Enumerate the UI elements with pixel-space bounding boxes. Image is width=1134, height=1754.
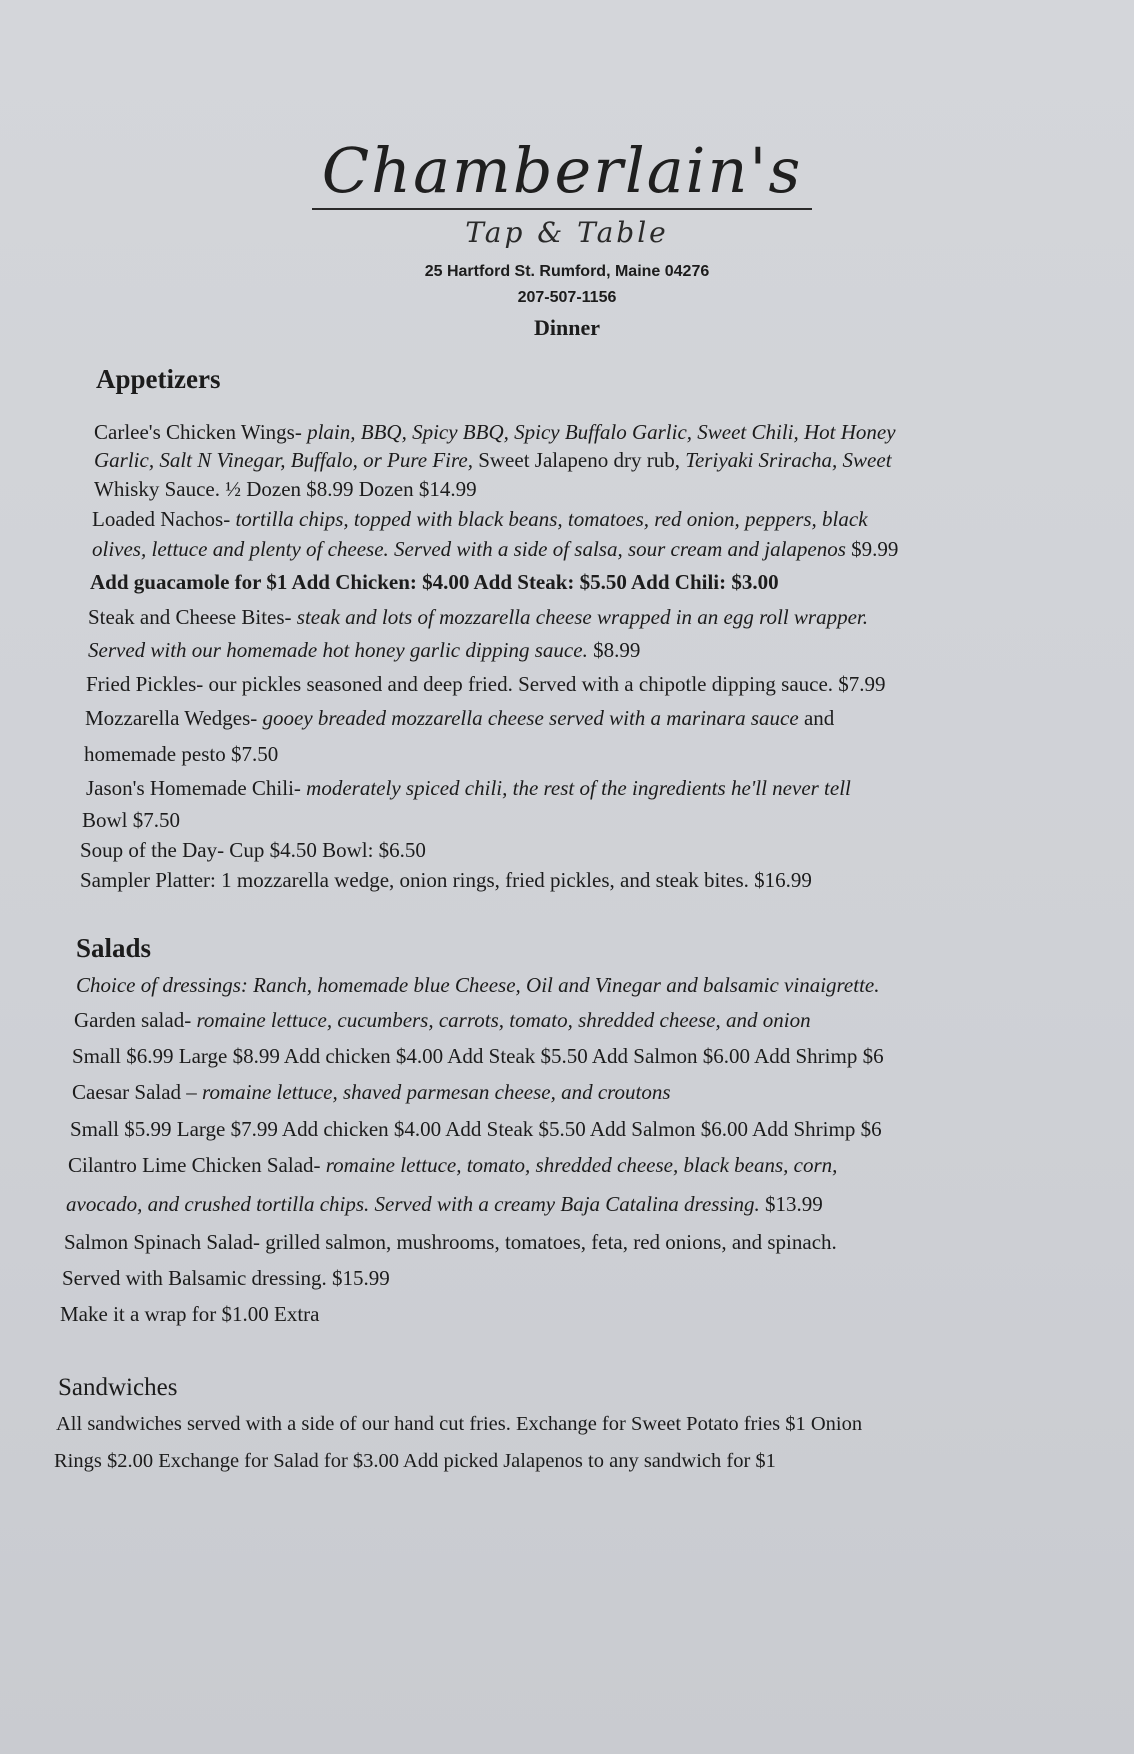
chili-name: Jason's Homemade Chili- (86, 776, 301, 800)
garden-name: Garden salad- (74, 1008, 192, 1032)
cilantro-line-2 (66, 1192, 823, 1216)
nachos-addons: Add guacamole for $1 Add Chicken: $4.00 Add Steak: $5.50 Add Chili: $3.00 (90, 570, 779, 594)
steak-bites-line-1 (88, 605, 868, 629)
menu-header (0, 134, 1134, 341)
wings-desc-1: plain, BBQ, Spicy BBQ, Spicy Buffalo Garlic, Sweet Chili, Hot Honey (307, 420, 896, 444)
salmon-line-2: Served with Balsamic dressing. $15.99 (62, 1266, 390, 1290)
caesar-desc: romaine lettuce, shaved parmesan cheese, and croutons (202, 1080, 671, 1104)
wings-name: Carlee's Chicken Wings- (94, 420, 302, 444)
mozz-name: Mozzarella Wedges- (85, 706, 258, 730)
sampler-line: Sampler Platter: 1 mozzarella wedge, onion rings, fried pickles, and steak bites. $16.99 (80, 868, 812, 892)
steak-bites-line-2 (88, 638, 640, 662)
steak-bites-desc-2: Served with our homemade hot honey garlic dipping sauce. (88, 638, 588, 662)
steak-bites-name: Steak and Cheese Bites- (88, 605, 292, 629)
mozz-line-2: homemade pesto $7.50 (84, 742, 279, 766)
cilantro-desc-2: avocado, and crushed tortilla chips. Served with a creamy Baja Catalina dressing. (66, 1192, 760, 1216)
sandwiches-heading: Sandwiches (58, 1374, 178, 1401)
salmon-line-1: Salmon Spinach Salad- grilled salmon, mushrooms, tomatoes, feta, red onions, and spinach. (64, 1230, 837, 1254)
garden-desc: romaine lettuce, cucumbers, carrots, tomato, shredded cheese, and onion (196, 1008, 811, 1032)
chili-desc: moderately spiced chili, the rest of the ingredients he'll never tell (306, 776, 851, 800)
pickles-desc: our pickles seasoned and deep fried. Served with a chipotle dipping sauce. (208, 672, 834, 696)
sandwiches-line-1: All sandwiches served with a side of our hand cut fries. Exchange for Sweet Potato fries $1 Onion (56, 1413, 863, 1435)
appetizers-heading: Appetizers (96, 364, 221, 394)
chili-line-1 (86, 776, 851, 800)
restaurant-logo-name: Chamberlain's (312, 140, 813, 210)
mozz-line-1 (85, 706, 834, 730)
sandwiches-line-2: Rings $2.00 Exchange for Salad for $3.00 Add picked Jalapenos to any sandwich for $1 (54, 1450, 776, 1472)
cilantro-name: Cilantro Lime Chicken Salad- (68, 1153, 321, 1177)
nachos-desc-2: olives, lettuce and plenty of cheese. Served with a side of salsa, sour cream and jalapenos (92, 537, 846, 561)
wings-line-1 (94, 420, 896, 444)
restaurant-logo-tagline: Tap & Table (465, 216, 669, 249)
salad-dressings: Choice of dressings: Ranch, homemade blue Cheese, Oil and Vinegar and balsamic vinaigrette. (76, 973, 880, 997)
wings-line-3: Whisky Sauce. ½ Dozen $8.99 Dozen $14.99 (94, 477, 477, 501)
pickles-name: Fried Pickles- (86, 672, 204, 696)
chili-price: Bowl $7.50 (82, 808, 181, 832)
soup-line: Soup of the Day- Cup $4.50 Bowl: $6.50 (80, 838, 426, 862)
pickles-line (86, 672, 886, 696)
caesar-name: Caesar Salad – (72, 1080, 197, 1104)
mozz-desc-1b: and (803, 706, 835, 730)
garden-line (74, 1008, 811, 1032)
wrap-line: Make it a wrap for $1.00 Extra (60, 1302, 320, 1326)
nachos-line-2 (92, 537, 898, 561)
meal-title: Dinner (534, 315, 600, 340)
nachos-line-1 (92, 507, 868, 531)
cilantro-line-1 (68, 1153, 837, 1177)
restaurant-address: 25 Hartford St. Rumford, Maine 04276 (424, 263, 710, 280)
nachos-desc-1: tortilla chips, topped with black beans, tomatoes, red onion, peppers, black (235, 507, 868, 531)
wings-desc-2a: Garlic, Salt N Vinegar, Buffalo, or Pure Fire, (94, 448, 473, 472)
steak-bites-price: $8.99 (593, 638, 641, 662)
restaurant-phone: 207-507-1156 (517, 289, 617, 306)
cilantro-desc-1: romaine lettuce, tomato, shredded cheese, black beans, corn, (325, 1153, 838, 1177)
wings-line-2 (94, 448, 892, 472)
pickles-price: $7.99 (838, 672, 886, 696)
cilantro-price: $13.99 (764, 1192, 823, 1216)
steak-bites-desc-1: steak and lots of mozzarella cheese wrapped in an egg roll wrapper. (296, 605, 869, 629)
nachos-name: Loaded Nachos- (92, 507, 231, 531)
caesar-prices: Small $5.99 Large $7.99 Add chicken $4.00 Add Steak $5.50 Add Salmon $6.00 Add Shrimp $6 (70, 1117, 882, 1141)
mozz-desc-1: gooey breaded mozzarella cheese served with a marinara sauce (262, 706, 799, 730)
nachos-price: $9.99 (851, 537, 899, 561)
salads-heading: Salads (76, 933, 152, 963)
garden-prices: Small $6.99 Large $8.99 Add chicken $4.00 Add Steak $5.50 Add Salmon $6.00 Add Shrimp $6 (72, 1044, 884, 1068)
caesar-line (72, 1080, 671, 1104)
wings-desc-2c: Teriyaki Sriracha, Sweet (685, 448, 892, 472)
wings-desc-2b: Sweet Jalapeno dry rub, (478, 448, 680, 472)
